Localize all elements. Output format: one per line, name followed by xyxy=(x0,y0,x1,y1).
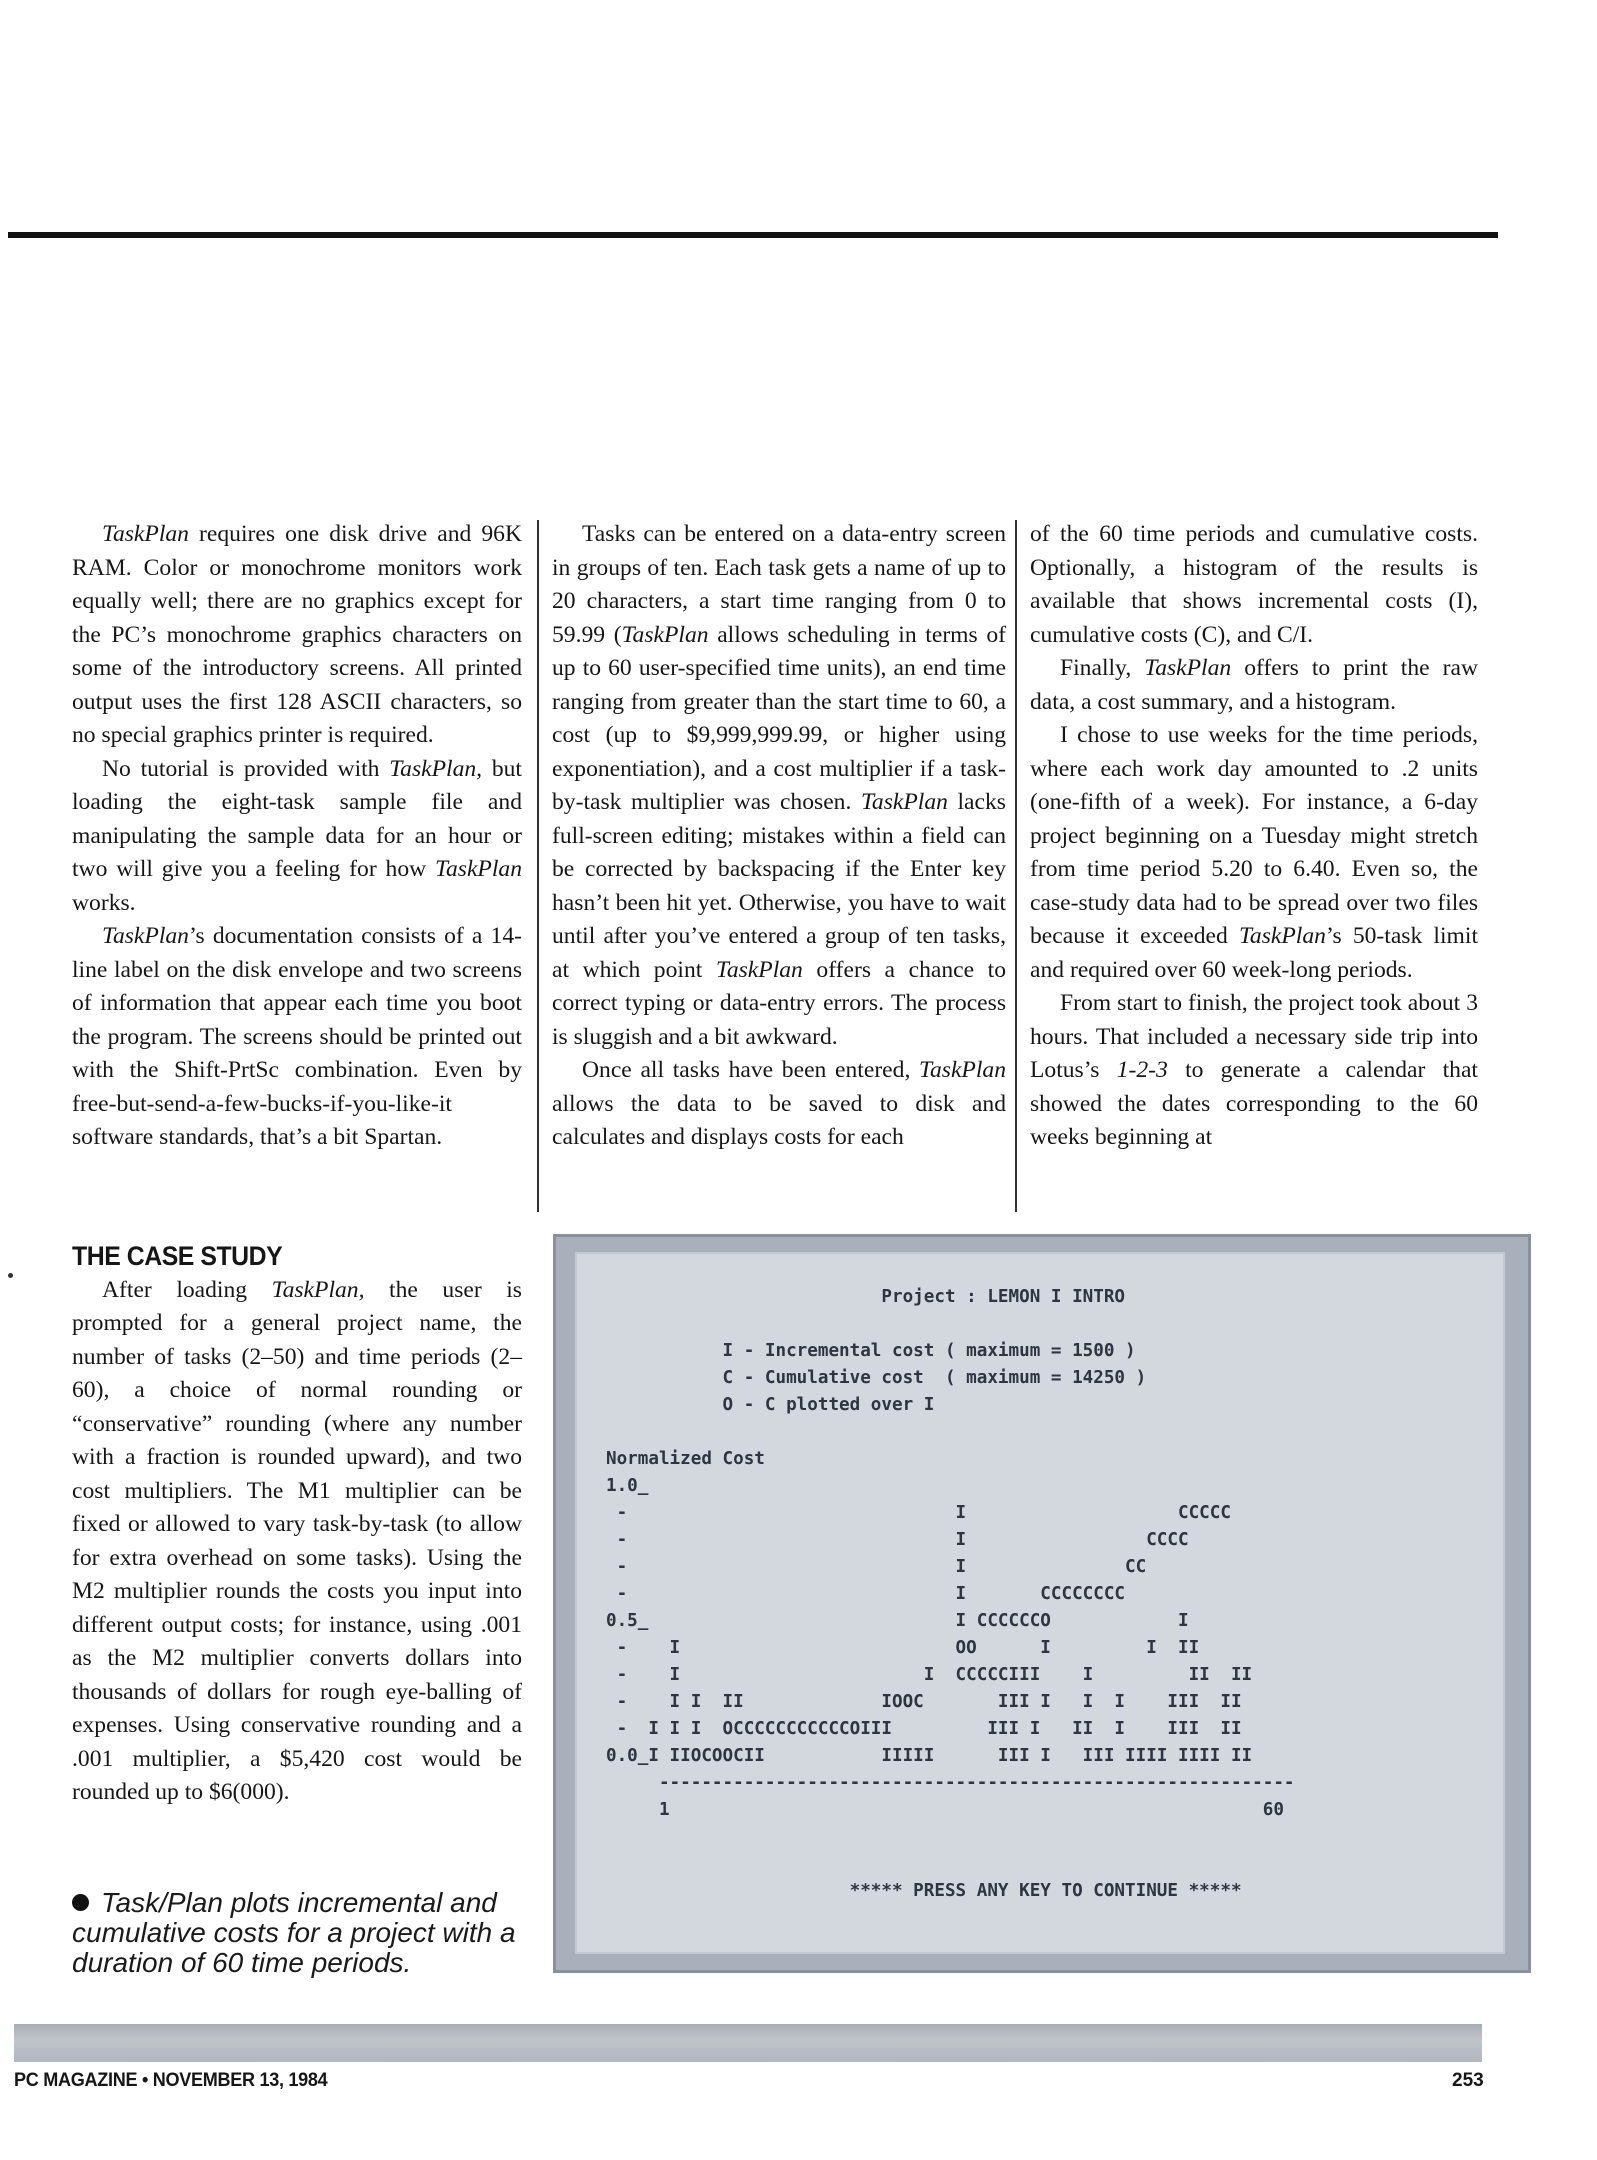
col3-paragraph-3: I chose to use weeks for the time periods, where each work day amounted to .2 units (one-fifth of a week). For instance, a 6-day project beginning on a Tuesday might stretch from time period 5.20 to 6.40. Even so, the case-study data had to be spread over two files because it exceeded TaskPlan’s 50-task limit and required over 60 week-long periods. xyxy=(1030,722,1478,983)
text-column-3 xyxy=(1030,518,1478,1155)
col2-paragraph-2: Once all tasks have been entered, TaskPlan allows the data to be saved to disk and calculates and displays costs for each xyxy=(552,1057,1006,1150)
case-study-section xyxy=(72,1240,522,1810)
figure-caption xyxy=(72,1888,532,1978)
col1-paragraph-2: No tutorial is provided with TaskPlan, but loading the eight-task sample file and manipulating the sample data for an hour or two will give you a feeling for how TaskPlan works. xyxy=(72,755,522,916)
footer-magazine-date: PC MAGAZINE • NOVEMBER 13, 1984 xyxy=(14,2070,328,2091)
column-divider-1 xyxy=(537,520,539,1212)
italic-title: TaskPlan xyxy=(621,621,709,648)
col3-paragraph-1: of the 60 time periods and cumulative costs. Optionally, a histogram of the results is available that shows incremental costs (I), cumulative costs (C), and C/I. xyxy=(1030,521,1478,648)
col2-paragraph-1: Tasks can be entered on a data-entry screen in groups of ten. Each task gets a name of up to 20 characters, a start time ranging from 0 to 59.99 (TaskPlan allows scheduling in terms of up to 60 user-specified time units), an end time ranging from greater than the start time to 60, a cost (up to $9,999,999.99, or higher using exponentiation), and a cost multiplier if a task-by-task multiplier was chosen. TaskPlan lacks full-screen editing; mistakes within a field can be corrected by backspacing if the Enter key hasn’t been hit yet. Otherwise, you have to wait until after you’ve entered a group of ten tasks, at which point TaskPlan offers a chance to correct typing or data-entry errors. The process is sluggish and a bit awkward. xyxy=(552,521,1006,1050)
italic-title: TaskPlan xyxy=(102,521,189,547)
col1-paragraph-3: TaskPlan’s documentation consists of a 14-line label on the disk envelope and two screens of information that appear each time you boot the program. The screens should be printed out with the Shift-PrtSc combination. Even by free-but-send-a-few-bucks-if-you-like-it software standards, that’s a bit Spartan. xyxy=(72,923,522,1150)
case-study-paragraph-1: After loading TaskPlan, the user is prompted for a general project name, the number of tasks (2–50) and time periods (2–60), a choice of normal rounding or “conservative” rounding (where any number with a fraction is rounded upward), and two cost multipliers. The M1 multiplier can be fixed or allowed to vary task-by-task (to allow for extra overhead on some tasks). Using the M2 multiplier rounds the costs you input into different output costs; for instance, using .001 as the M2 multiplier converts dollars into thousands of dollars for rough eye-balling of expenses. Using conservative rounding and a .001 multiplier, a $5,420 cost would be rounded up to $6(000). xyxy=(72,1276,522,1805)
text-column-1 xyxy=(72,518,522,1155)
section-heading: THE CASE STUDY xyxy=(72,1241,283,1271)
column-divider-2 xyxy=(1015,520,1017,1212)
italic-title: TaskPlan, xyxy=(389,755,483,782)
histogram-screen-text: Project : LEMON I INTRO I - Incremental cost ( maximum = 1500 ) C - Cumulative cost ( maximum = 14250 ) O - C plotted over I Normalized Cost 1.0_ - I CCCCC - I CCCC - I CC - I CCCCCCCC 0.5_ I CCCCCCO I - I OO I I II - I I CCCCCIII I II II - I I II IOOC III I I I III II - I I I OCCCCCCCCCCCOIII III I II I III II 0.0_I IIOCOOCII IIIII III I III IIII IIII II ------------------------------------------------------------ 1 60 ***** PRESS ANY KEY TO CONTINUE ***** xyxy=(606,1287,1295,1901)
italic-title: TaskPlan xyxy=(435,856,522,882)
caption-text: Task/Plan plots incremental and cumulative costs for a project with a duration of 60 time periods. xyxy=(72,1887,516,1978)
col3-paragraph-2: Finally, TaskPlan offers to print the raw data, a cost summary, and a histogram. xyxy=(1030,655,1478,715)
page-number: 253 xyxy=(1452,2070,1484,2091)
italic-title: TaskPlan xyxy=(1144,655,1232,681)
italic-title: TaskPlan xyxy=(860,789,948,815)
italic-title: TaskPlan, xyxy=(271,1276,365,1303)
italic-title: TaskPlan xyxy=(1238,923,1326,949)
top-rule xyxy=(8,232,1498,238)
italic-title: TaskPlan xyxy=(715,956,803,983)
col1-paragraph-1: TaskPlan requires one disk drive and 96K RAM. Color or monochrome monitors work equally well; there are no graphics except for the PC’s monochrome graphics characters on some of the introductory screens. All printed output uses the first 128 ASCII characters, so no special graphics printer is required. xyxy=(72,521,522,748)
italic-title: TaskPlan xyxy=(919,1057,1006,1083)
section-body xyxy=(72,1274,522,1810)
footer-bar xyxy=(14,2024,1482,2062)
taskplan-screen xyxy=(575,1252,1505,1954)
caption-bullet-icon xyxy=(72,1894,89,1911)
italic-title: TaskPlan xyxy=(102,923,189,949)
col3-paragraph-4: From start to finish, the project took about 3 hours. That included a necessary side trip into Lotus’s 1-2-3 to generate a calendar that showed the dates corresponding to the 60 weeks beginning at xyxy=(1030,990,1478,1150)
text-column-2 xyxy=(552,518,1006,1155)
margin-dot xyxy=(8,1273,13,1278)
italic-title: 1-2-3 xyxy=(1116,1057,1168,1083)
